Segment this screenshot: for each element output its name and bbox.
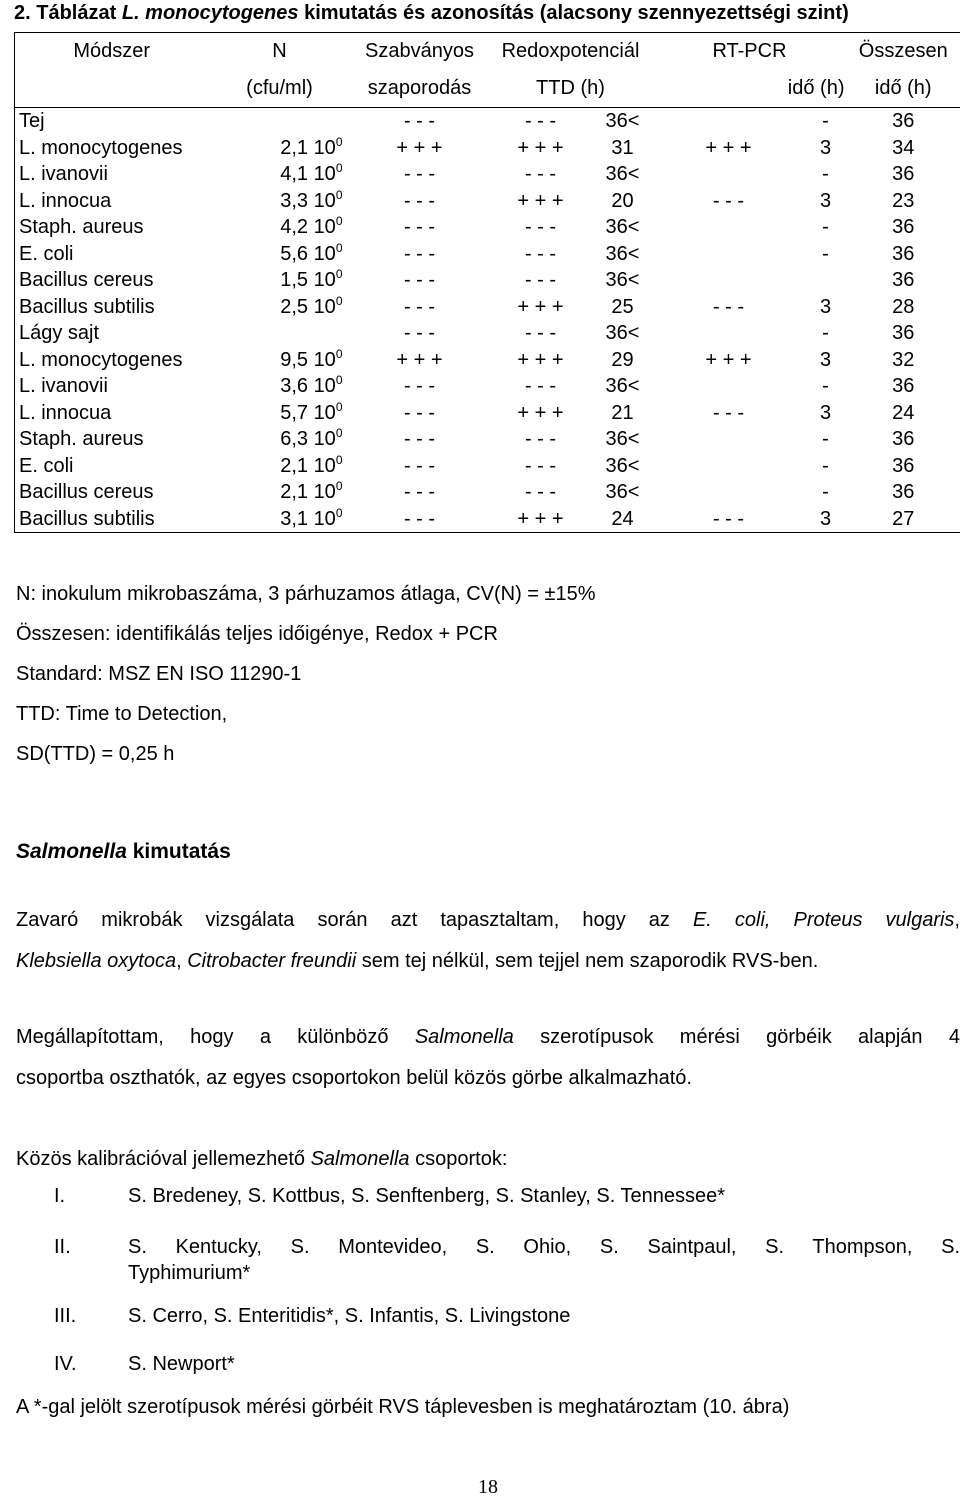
cell-redox: + + + [517,295,564,318]
cell-redox: + + + [517,136,564,159]
cell-pcr [653,479,805,506]
text-run: sem tej nélkül, sem tejjel nem szaporodik RVS-ben. [356,950,819,972]
table-row [15,135,960,162]
cell-pcr [653,426,805,453]
cell-n-exponent: 0 [335,505,343,520]
header-ttd: TTD (h) [536,77,605,99]
cell-n-exponent: 0 [335,187,343,202]
table-row [15,479,960,506]
text-run: szerotípusok mérési görbéik alapján 4 [513,1026,960,1048]
text-run: , [954,909,960,931]
cell-n [209,506,351,533]
text-run: Megállapítottam, hogy a különböző [16,1026,415,1048]
cell-redox: - - - [524,242,557,265]
cell-redox: - - - [524,481,557,503]
cell-name: Lágy sajt [19,322,100,344]
cell-n-value: 4,1 10 [280,163,336,185]
cell-pcr: - - - [712,507,745,530]
cell-name: E. coli [19,454,74,477]
table-row [15,400,960,427]
cell-n-value: 5,7 10 [280,401,336,424]
cell-total: 36 [892,375,915,397]
cell-n-value: 3,1 10 [280,507,336,530]
cell-n [209,294,351,321]
cell-redox: + + + [517,507,564,530]
text-run: csoportok: [409,1148,508,1170]
table-row [15,161,960,188]
cell-total: 34 [892,136,915,159]
cell-total: 36 [892,454,915,477]
paragraph-line [16,900,960,941]
note-line: N: inokulum mikrobaszáma, 3 párhuzamos átlaga, CV(N) = ±15% [16,583,596,605]
cell-total: 36 [892,269,915,291]
cell-n-exponent: 0 [335,452,343,467]
cell-pcr: + + + [705,348,752,371]
cell-n [209,347,351,374]
cell-n-exponent: 0 [335,479,343,493]
cell-redox: - - - [524,454,557,477]
cell-pcr-time: 3 [819,401,832,424]
cell-redox: + + + [517,348,564,371]
cell-ttd: 21 [611,401,634,424]
table-caption: 2. Táblázat L. monocytogenes kimutatás és azonosítás (alacsony szennyezettségi szint) [14,2,849,24]
cell-n [209,373,351,400]
cell-n-exponent: 0 [335,293,343,308]
table-row [15,214,960,241]
cell-pcr [653,108,805,135]
header-standard: Szabványos [365,40,474,62]
cell-name: L. innocua [19,401,112,424]
cell-n [209,108,351,135]
note-line: SD(TTD) = 0,25 h [16,743,175,765]
cell-standard: - - - [403,454,436,477]
cell-redox: - - - [524,322,557,344]
table-group-row [15,108,960,135]
cell-standard: - - - [403,375,436,397]
cell-n [209,241,351,268]
cell-pcr-time: - [822,242,829,265]
cell-redox: - - - [524,375,557,397]
text-run: E. coli, Proteus vulgaris [692,909,955,931]
note-line: TTD: Time to Detection, [16,703,228,725]
cell-n [209,135,351,162]
paragraph-line [16,1058,960,1099]
cell-ttd: 36< [605,216,640,238]
cell-n-exponent: 0 [335,373,343,387]
results-table [14,32,960,533]
header-n-unit: (cfu/ml) [246,77,313,99]
cell-n-value: 3,6 10 [280,375,336,397]
cell-ttd: 36< [605,269,640,291]
cell-pcr-time: 3 [819,189,832,212]
cell-n [209,453,351,480]
cell-pcr-time: 3 [819,136,832,159]
cell-standard: - - - [403,163,436,185]
cell-name: Bacillus subtilis [19,507,155,530]
cell-total: 23 [892,189,915,212]
cell-n-value: 5,6 10 [280,242,336,265]
header-pcr-time: idő (h) [787,77,845,99]
text-run: Közös kalibrációval jellemezhető [16,1148,311,1170]
cell-pcr-time: - [822,322,829,344]
table-row [15,294,960,321]
cell-ttd: 36< [605,110,640,132]
cell-ttd: 36< [605,481,640,503]
cell-name: Bacillus cereus [19,269,154,291]
cell-standard: - - - [403,401,436,424]
section-heading: Salmonella kimutatás [16,840,231,863]
header-total: Összesen [858,40,948,62]
cell-name: Tej [19,110,45,132]
cell-n-value: 1,5 10 [280,269,336,291]
cell-n-exponent: 0 [335,161,343,175]
cell-n [209,320,351,347]
cell-ttd: 24 [611,507,634,530]
cell-n [209,426,351,453]
cell-pcr [653,214,805,241]
header-total-time: idő (h) [874,77,932,99]
cell-name: L. monocytogenes [19,348,183,371]
cell-pcr: - - - [712,295,745,318]
cell-pcr [653,161,805,188]
cell-name: L. ivanovii [19,375,108,397]
table-row [15,241,960,268]
table-row [15,506,960,533]
cell-n-value: 2,1 10 [280,454,336,477]
cell-pcr [653,320,805,347]
cell-total: 36 [892,163,915,185]
cell-pcr-time: - [822,481,829,503]
text-run: Salmonella [414,1026,514,1048]
cell-name: Bacillus cereus [19,481,154,503]
text-run: Citrobacter freundii [187,950,357,972]
cell-total: 36 [892,110,915,132]
cell-standard: - - - [403,110,436,132]
header-redox: Redoxpotenciál [501,40,640,62]
cell-standard: + + + [396,348,443,371]
cell-total: 28 [892,295,915,318]
cell-pcr-time: - [822,163,829,185]
cell-n [209,267,351,294]
cell-ttd: 31 [611,136,634,159]
cell-n [209,161,351,188]
cell-redox: + + + [517,189,564,212]
cell-pcr: - - - [712,189,745,212]
cell-n [209,479,351,506]
cell-n-exponent: 0 [335,240,343,255]
cell-n [209,188,351,215]
cell-pcr-time: - [822,454,829,477]
list-item: II. S. Kentucky, S. Montevideo, S. Ohio, S. Saintpaul, S. Thompson, S. Typhimurium* [54,1236,960,1284]
cell-pcr-time: - [822,375,829,397]
cell-total: 36 [892,242,915,265]
cell-name: L. ivanovii [19,163,108,185]
cell-total: 32 [892,348,915,371]
cell-name: L. innocua [19,189,112,212]
cell-redox: - - - [524,216,557,238]
list-item: III. S. Cerro, S. Enteritidis*, S. Infantis, S. Livingstone [54,1305,571,1327]
cell-n-exponent: 0 [335,426,343,440]
cell-redox: - - - [524,163,557,185]
closing-sentence: A *-gal jelölt szerotípusok mérési görbéit RVS táplevesben is meghatároztam (10. ábra) [16,1396,790,1418]
cell-standard: - - - [403,269,436,291]
cell-redox: - - - [524,269,557,291]
cell-ttd: 25 [611,295,634,318]
cell-pcr [653,241,805,268]
cell-n-value: 2,1 10 [280,136,336,159]
cell-name: Bacillus subtilis [19,295,155,318]
cell-n-value: 6,3 10 [280,428,336,450]
cell-name: Staph. aureus [19,216,144,238]
cell-n-exponent: 0 [335,214,343,228]
text-run: Salmonella [310,1148,410,1170]
text-run: Zavaró mikrobák vizsgálata során azt tapasztaltam, hogy az [16,909,693,931]
cell-total: 27 [892,507,915,530]
paragraph-line [16,1017,960,1058]
page-number: 18 [478,1476,498,1498]
cell-name: L. monocytogenes [19,136,183,159]
cell-n-value: 4,2 10 [280,216,336,238]
cell-n-value: 3,3 10 [280,189,336,212]
cell-n-exponent: 0 [335,399,343,414]
table-row [15,267,960,294]
cell-n-value: 2,1 10 [280,481,336,503]
cell-pcr [653,267,805,294]
cell-standard: - - - [403,189,436,212]
cell-total: 36 [892,322,915,344]
cell-standard: - - - [403,507,436,530]
paragraph-serotypes [16,1017,960,1099]
text-run: csoportba oszthatók, az egyes csoportokon belül közös görbe alkalmazható. [16,1067,692,1089]
table-row [15,188,960,215]
cell-n-exponent: 0 [335,134,343,149]
cell-standard: + + + [396,136,443,159]
cell-n-value: 9,5 10 [280,348,336,371]
cell-ttd: 20 [611,189,634,212]
cell-standard: - - - [403,481,436,503]
cell-redox: - - - [524,428,557,450]
cell-total: 36 [892,481,915,503]
cell-pcr-time: 3 [819,348,832,371]
cell-pcr-time: - [822,428,829,450]
table-notes [16,578,596,778]
cell-standard: - - - [403,216,436,238]
cell-n-exponent: 0 [335,267,343,281]
cell-pcr-time: 3 [819,507,832,530]
header-method: Módszer [73,40,151,62]
cell-n-exponent: 0 [335,346,343,361]
cell-n [209,214,351,241]
table-row [15,453,960,480]
cell-n [209,400,351,427]
cell-pcr-time: - [822,216,829,238]
cell-redox: + + + [517,401,564,424]
cell-ttd: 36< [605,375,640,397]
cell-total: 36 [892,428,915,450]
table-group-row [15,320,960,347]
cell-standard: - - - [403,295,436,318]
cell-name: Staph. aureus [19,428,144,450]
cell-standard: - - - [403,428,436,450]
cell-ttd: 36< [605,242,640,265]
salmonella-group-list [16,1178,960,1394]
cell-standard: - - - [403,322,436,344]
cell-pcr-time: 3 [819,295,832,318]
text-run: Klebsiella oxytoca [16,950,177,972]
cell-name: E. coli [19,242,74,265]
paragraph-line [16,941,960,982]
cell-n-value: 2,5 10 [280,295,336,318]
note-line: Összesen: identifikálás teljes időigénye, Redox + PCR [16,623,498,645]
cell-pcr: - - - [712,401,745,424]
table-row [15,373,960,400]
list-item: I. S. Bredeney, S. Kottbus, S. Senftenberg, S. Stanley, S. Tennessee* [54,1185,726,1207]
cell-ttd: 36< [605,163,640,185]
paragraph-calibration-groups [16,1139,960,1180]
cell-ttd: 29 [611,348,634,371]
cell-pcr [653,453,805,480]
table-body [15,108,960,533]
note-line: Standard: MSZ EN ISO 11290-1 [16,663,302,685]
header-rtpcr: RT-PCR [712,40,787,62]
table-header [15,33,960,108]
cell-total: 24 [892,401,915,424]
table-row [15,347,960,374]
paragraph-interfering-microbes [16,900,960,982]
cell-pcr-time [805,267,847,294]
cell-standard: - - - [403,242,436,265]
list-item: IV. S. Newport* [54,1353,235,1375]
cell-ttd: 36< [605,454,640,477]
cell-ttd: 36< [605,322,640,344]
table-row [15,426,960,453]
cell-pcr [653,373,805,400]
header-standard-sub: szaporodás [367,77,472,99]
cell-pcr: + + + [705,136,752,159]
cell-total: 36 [892,216,915,238]
cell-pcr-time: - [822,110,829,132]
header-method-sub [15,69,209,108]
cell-ttd: 36< [605,428,640,450]
text-run: , [176,950,188,972]
cell-redox: - - - [524,110,557,132]
header-n: N [272,40,287,62]
